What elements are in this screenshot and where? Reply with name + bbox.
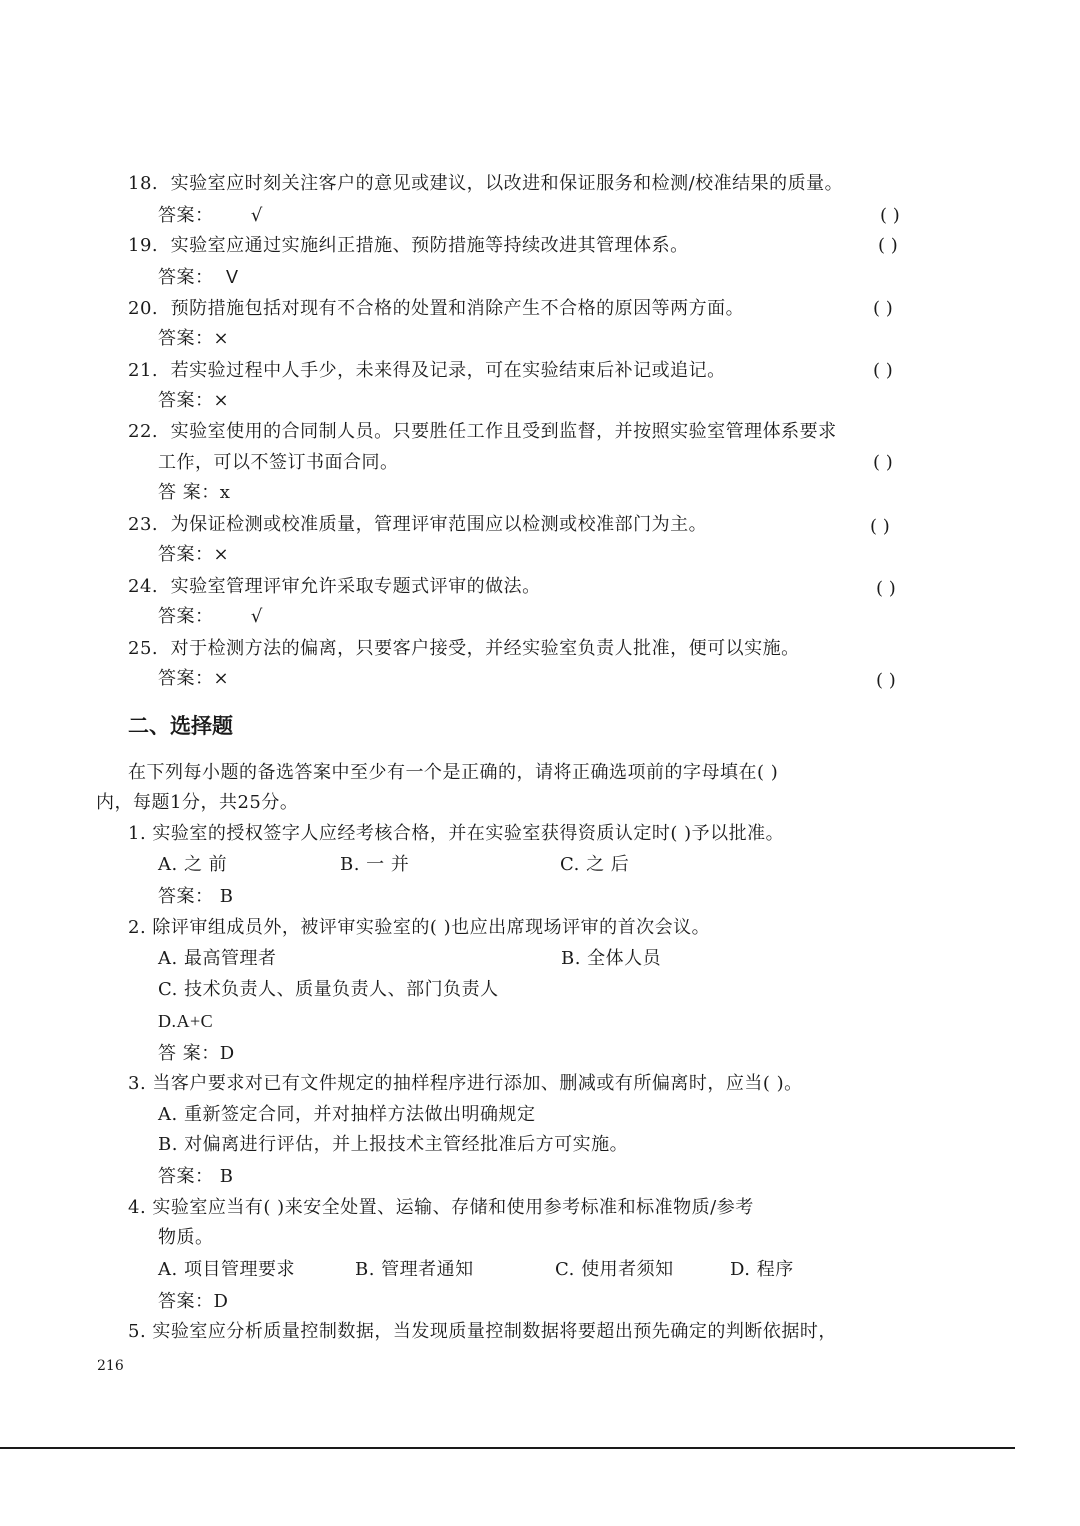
choice-question-3: 3. 当客户要求对已有文件规定的抽样程序进行添加、删减或有所偏离时，应当( )。 (128, 1073, 803, 1094)
choice-question-4: 4. 实验室应当有( )来安全处置、运输、存储和使用参考标准和标准物质/参考 (128, 1197, 754, 1218)
option-d: D. 程序 (730, 1259, 794, 1280)
question-25: 25. 对于检测方法的偏离，只要客户接受，并经实验室负责人批准，便可以实施。 (128, 638, 800, 659)
answer-blank: ( ) (880, 205, 900, 226)
option-c: C. 使用者须知 (555, 1259, 674, 1280)
section-intro: 在下列每小题的备选答案中至少有一个是正确的，请将正确选项前的字母填在( ) (128, 762, 779, 783)
choice-question-5: 5. 实验室应分析质量控制数据，当发现质量控制数据将要超出预先确定的判断依据时， (128, 1321, 837, 1342)
question-4-line2: 物质。 (158, 1227, 214, 1248)
answer-25: 答案：× (158, 668, 230, 689)
option-a: A. 项目管理要求 (158, 1259, 295, 1280)
section-heading: 二、选择题 (128, 713, 233, 738)
answer-22: 答 案：x (158, 482, 231, 503)
answer-blank: ( ) (876, 578, 896, 599)
answer-blank: ( ) (873, 298, 893, 319)
answer-24: 答案： √ (158, 606, 263, 627)
option-a: A. 最高管理者 (158, 948, 277, 969)
section-intro-line2: 内，每题1分，共25分。 (96, 792, 299, 813)
question-19: 19. 实验室应通过实施纠正措施、预防措施等持续改进其管理体系。 (128, 235, 689, 256)
option-a: A. 重新签定合同，并对抽样方法做出明确规定 (158, 1104, 536, 1125)
bottom-rule (0, 1447, 1015, 1449)
page-number: 216 (97, 1358, 124, 1374)
question-22-line2: 工作，可以不签订书面合同。 (158, 452, 399, 473)
answer-blank: ( ) (873, 360, 893, 381)
answer-19: 答案： V (158, 267, 239, 288)
answer-q1: 答案： B (158, 886, 234, 907)
question-24: 24. 实验室管理评审允许采取专题式评审的做法。 (128, 576, 541, 597)
option-b: B. 一 并 (340, 854, 410, 875)
answer-blank: ( ) (870, 516, 890, 537)
question-21: 21. 若实验过程中人手少，未来得及记录，可在实验结束后补记或追记。 (128, 360, 726, 381)
choice-question-2: 2. 除评审组成员外，被评审实验室的( )也应出席现场评审的首次会议。 (128, 917, 711, 938)
option-c: C. 之 后 (560, 854, 630, 875)
question-18 (128, 170, 843, 198)
question-22: 22. 实验室使用的合同制人员。只要胜任工作且受到监督，并按照实验室管理体系要求 (128, 421, 837, 442)
choice-question-1: 1. 实验室的授权签字人应经考核合格，并在实验室获得资质认定时( )予以批准。 (128, 823, 785, 844)
answer-blank: ( ) (873, 452, 893, 473)
option-a: A. 之 前 (158, 854, 228, 875)
answer-q3: 答案： B (158, 1166, 234, 1187)
question-text: 实验室应时刻关注客户的意见或建议，以改进和保证服务和检测/校准结果的质量。 (170, 173, 844, 194)
question-23: 23. 为保证检测或校准质量，管理评审范围应以检测或校准部门为主。 (128, 514, 708, 535)
answer-20: 答案：× (158, 328, 230, 349)
answer-21: 答案：× (158, 390, 230, 411)
option-d: D.A+C (158, 1011, 214, 1031)
answer-blank: ( ) (876, 670, 896, 691)
answer-blank: ( ) (878, 235, 898, 256)
answer-q2: 答 案：D (158, 1043, 235, 1064)
option-b: B. 对偏离进行评估，并上报技术主管经批准后方可实施。 (158, 1134, 629, 1155)
option-b: B. 管理者通知 (355, 1259, 474, 1280)
question-number: 18. (128, 173, 159, 194)
option-c: C. 技术负责人、质量负责人、部门负责人 (158, 979, 499, 1000)
question-20: 20. 预防措施包括对现有不合格的处置和消除产生不合格的原因等两方面。 (128, 298, 745, 319)
answer-23: 答案：× (158, 544, 230, 565)
option-b: B. 全体人员 (561, 948, 662, 969)
answer-q4: 答案：D (158, 1291, 229, 1312)
answer-18: 答案： √ (158, 205, 263, 226)
